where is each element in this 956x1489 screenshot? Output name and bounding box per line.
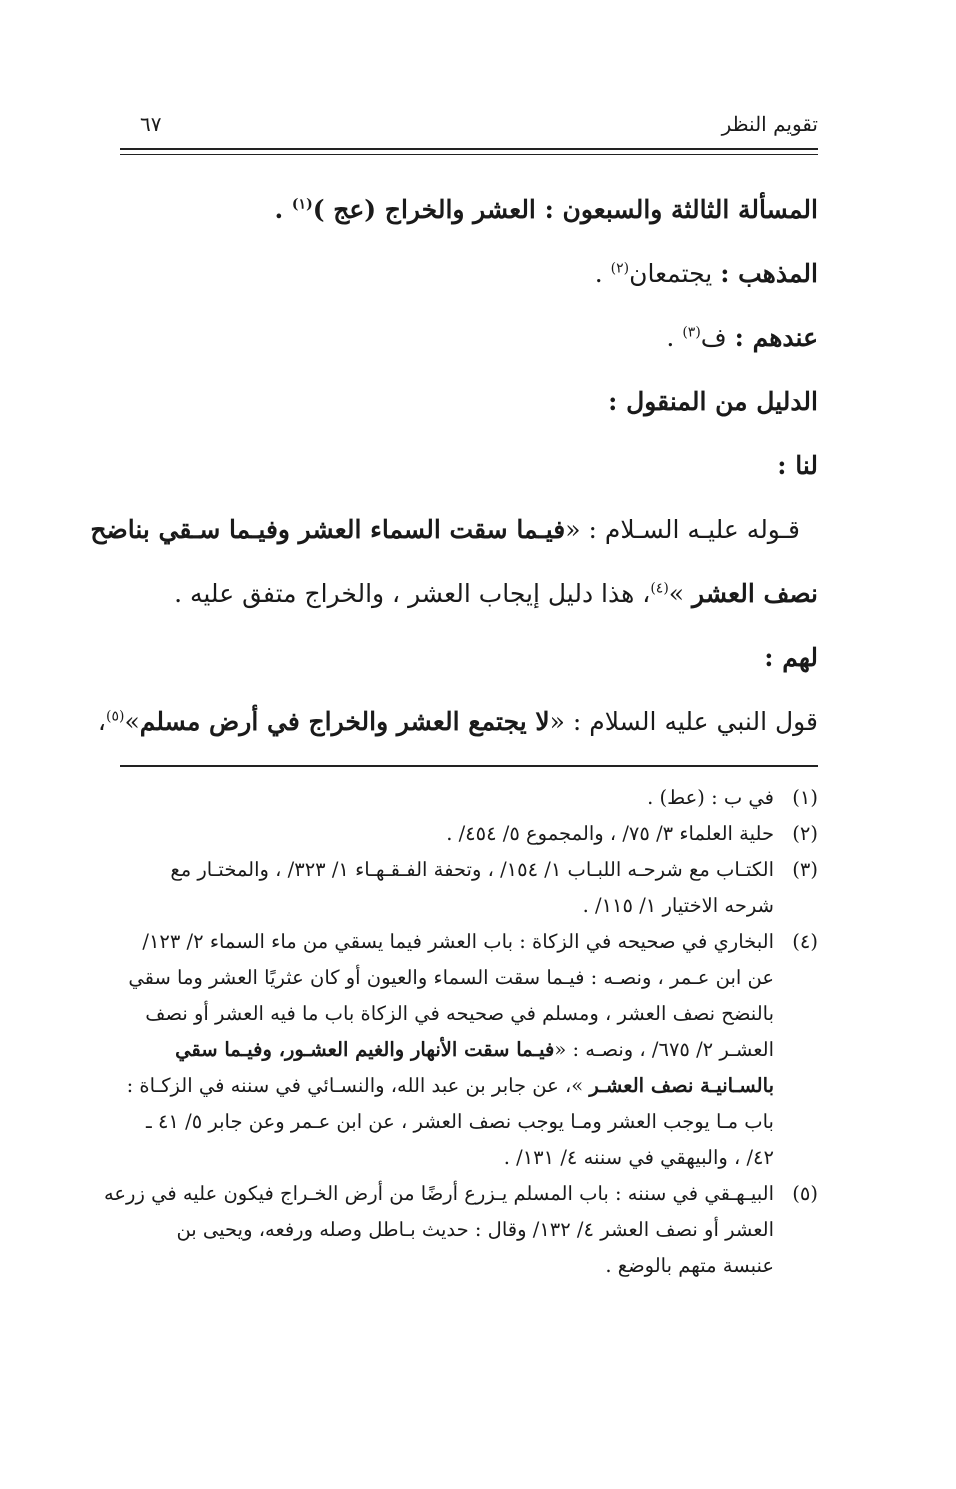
footnote-ref: (١) <box>291 196 313 213</box>
indahum-label: عندهم : <box>734 323 818 352</box>
footnote-ref: (٤) <box>650 580 669 597</box>
issue-heading: المسألة الثالثة والسبعون : العشر والخراج (عج )$^{(١)}$ . <box>274 195 818 224</box>
header-rule <box>120 148 818 150</box>
footnote-number: (٢) <box>792 822 818 845</box>
paragraph-1-line-2: نصف العشر »$^{(٤)}$، هذا دليل إيجاب العشر ، والخراج متفق عليه . <box>174 579 818 608</box>
footnote-ref: (٢) <box>610 260 630 277</box>
footnote-1: (١) في ب : (عط) . <box>112 780 818 816</box>
running-title: تقويم النظر <box>721 112 818 136</box>
footnote-ref: (٥) <box>105 708 125 725</box>
lana-heading: لنا : <box>777 451 818 480</box>
paragraph-2: قول النبي عليه السلام : «لا يجتمع العشر والخراج في أرض مسلم»$^{(٥)}$، <box>97 707 818 736</box>
running-head <box>122 112 818 144</box>
dalil-heading: الدليل من المنقول : <box>608 387 818 416</box>
madhhab-line: المذهب : يجتمعان$^{(٢)}$ . <box>594 259 818 288</box>
footnote-number: (٣) <box>792 858 818 881</box>
footnote-3: (٣) الكتـاب مع شرحـه اللبـاب ١/ ١٥٤/ ، وتحفة الفـقـهـاء ١/ ٣٢٣/ ، والمختـار مع شرحه الاختيار ١/ ١١٥/ . <box>112 852 818 924</box>
footnote-ref: (٣) <box>682 324 701 341</box>
footnotes <box>103 780 818 1284</box>
footnote-number: (٤) <box>792 930 818 953</box>
footnote-5: (٥) البيـهـقي في سننه : باب المسلم يـزرع أرضًا من أرض الخـراج فيكون عليه في زرعه العشر أو نصف العشر ٤/ ١٣٢/ وقال : حديث بـاطل وصله ورفعه، ويحيى بن عنبسة متهم بالوضع . <box>112 1176 818 1284</box>
lahum-heading: لهم : <box>764 643 818 672</box>
footnote-number: (٥) <box>792 1182 818 1205</box>
indahum-line: عندهم : ف$^{(٣)}$ . <box>666 323 818 352</box>
page-number: ٦٧ <box>140 112 162 136</box>
madhhab-label: المذهب : <box>720 259 818 288</box>
header-rule-thin <box>120 154 818 155</box>
main-text <box>90 178 818 754</box>
footnote-number: (١) <box>792 786 818 809</box>
footnote-4: (٤) البخاري في صحيحه في الزكاة : باب العشر فيما يسقي من ماء السماء ٢/ ١٢٣/ عن ابن عـمر ، ونصـه : فيـما سقت السماء والعيون أو كان عثريًا العشر وما سقي بالنضح نصف العشر ، ومسلم في صحيحه في الزكاة باب ما فيه العشر أو نصف العشـر ٢/ ٦٧٥/ ، ونصـه : «فيـما سقت الأنهار والغيم العشـور، وفيـما سقي بالسـانيـة نصف العشـر »، عن جابر بن عبد الله، والنسـائي في سننه في الزكـاة : باب مـا يوجب العشر ومـا يوجب نصف العشر ، عن ابن عـمر وعن جابر ٥/ ٤١ ـ ٤٢/ ، والبيهقي في سننه ٤/ ١٣١/ . <box>112 924 818 1176</box>
footnote-2: (٢) حلية العلماء ٣/ ٧٥/ ، والمجموع ٥/ ٤٥٤/ . <box>112 816 818 852</box>
paragraph-1-line-1: قـوله عليـه السـلام : «فيـما سقت السماء العشر وفيـما سـقي بناضح <box>90 515 800 544</box>
footnote-rule <box>120 765 818 767</box>
